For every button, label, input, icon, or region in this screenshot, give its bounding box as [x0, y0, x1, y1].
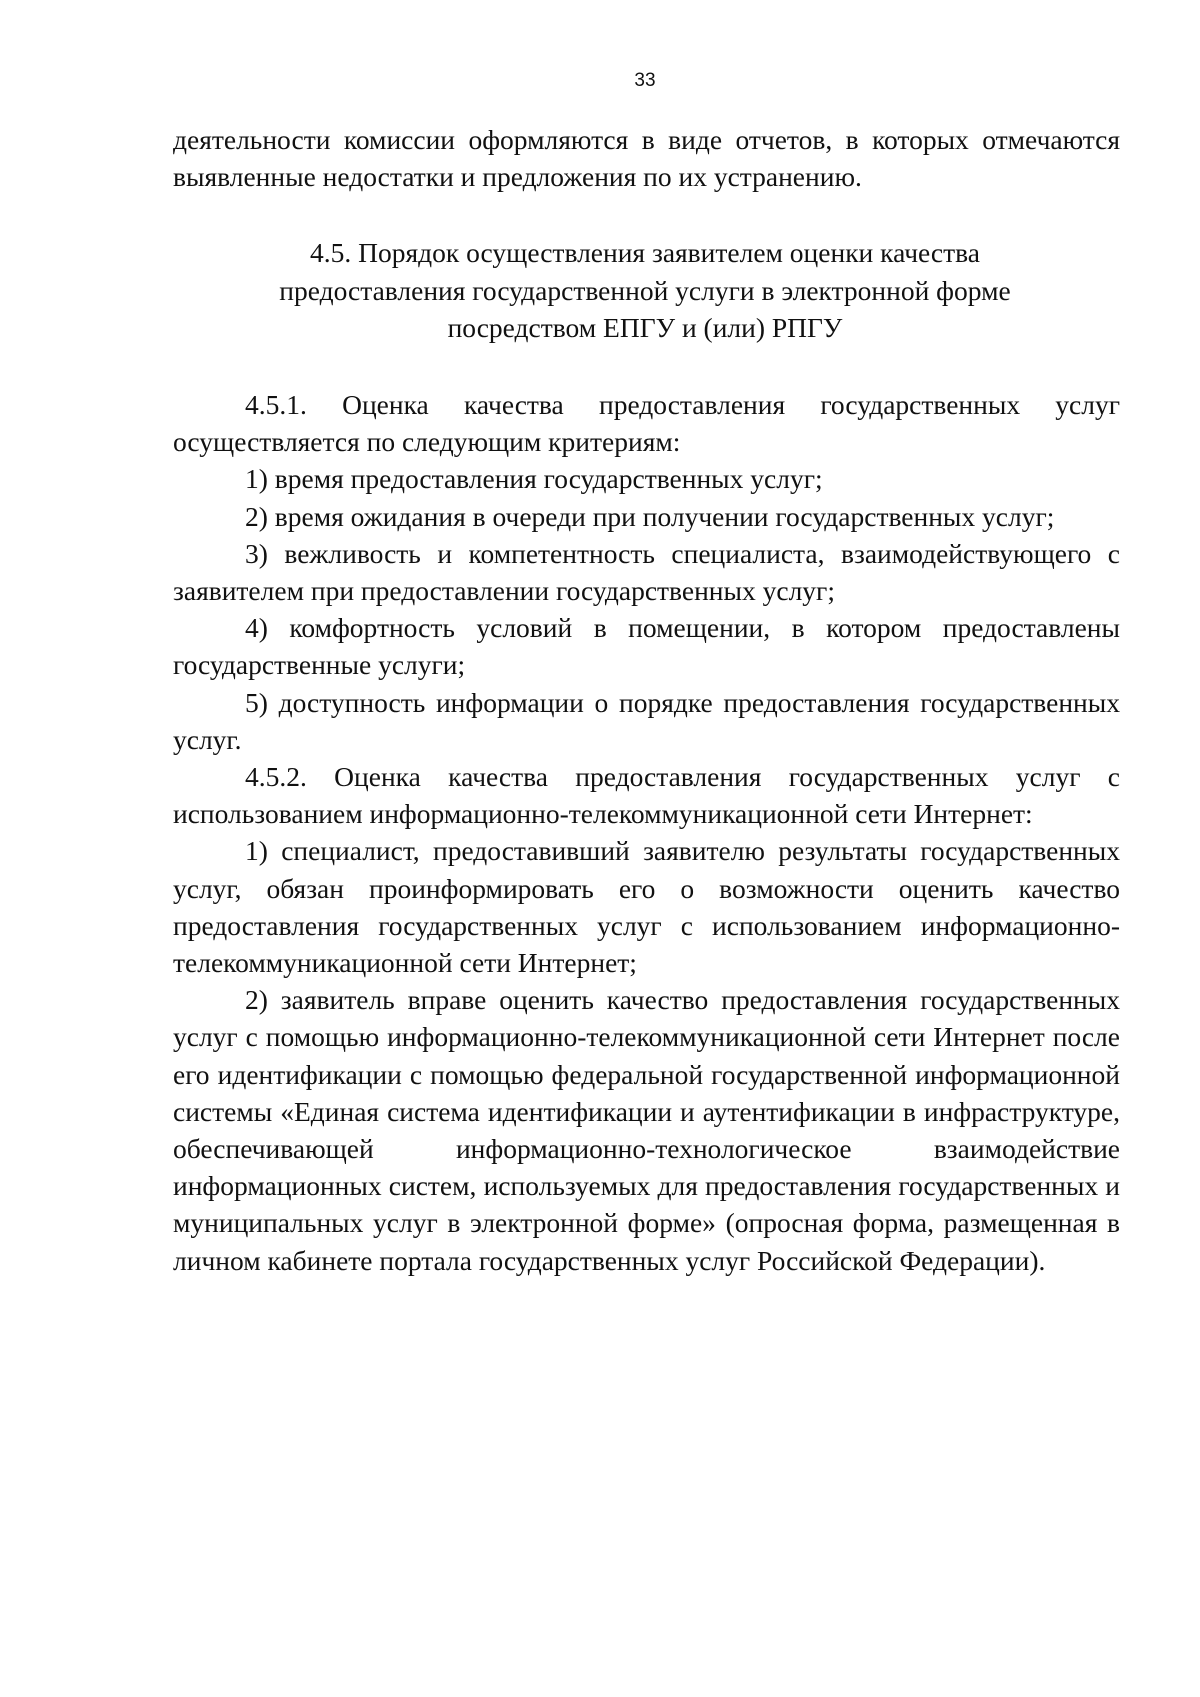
section-body: [173, 386, 1120, 1279]
heading-line: предоставления государственной услуги в электронной форме: [279, 274, 1011, 306]
criterion-item: 2) время ожидания в очереди при получении государственных услуг;: [245, 500, 1055, 532]
list-item: 1) специалист, предоставивший заявителю результаты государственных услуг, обязан проинформировать его о возможности оценить качество предоставления государственных услуг с использованием информационно-телекоммуникационной сети Интернет;: [173, 835, 1120, 979]
heading-line: 4.5. Порядок осуществления заявителем оценки качества: [310, 237, 980, 268]
criterion-item: 5) доступность информации о порядке предоставления государственных услуг.: [173, 686, 1120, 755]
heading-line: посредством ЕПГУ и (или) РПГУ: [447, 312, 843, 343]
criterion-item: 3) вежливость и компетентность специалиста, взаимодействующего с заявителем при предоставлении государственных услуг;: [173, 537, 1120, 607]
intro-text-block: [173, 121, 1120, 195]
intro-paragraph: деятельности комиссии оформляются в виде отчетов, в которых отмечаются выявленные недостатки и предложения по их устранению.: [173, 124, 1120, 193]
section-heading: [240, 234, 1050, 347]
criterion-item: 1) время предоставления государственных услуг;: [245, 463, 823, 495]
paragraph-4-5-2: 4.5.2. Оценка качества предоставления государственных услуг с использованием информационно-телекоммуникационной сети Интернет:: [173, 761, 1120, 830]
list-item: 2) заявитель вправе оценить качество предоставления государственных услуг с помощью информационно-телекоммуникационной сети Интернет после его идентификации с помощью федеральной государственной информационной системы «Единая система идентификации и аутентификации в инфраструктуре, обеспечивающей информационно-технологическое взаимодействие информационных систем, используемых для предоставления государственных и муниципальных услуг в электронной форме» (опросная форма, размещенная в личном кабинете портала государственных услуг Российской Федерации).: [173, 984, 1120, 1276]
page-number: 33: [634, 70, 656, 91]
criterion-item: 4) комфортность условий в помещении, в котором предоставлены государственные услуги;: [173, 612, 1120, 681]
paragraph-4-5-1: 4.5.1. Оценка качества предоставления государственных услуг осуществляется по следующим критериям:: [173, 389, 1120, 458]
